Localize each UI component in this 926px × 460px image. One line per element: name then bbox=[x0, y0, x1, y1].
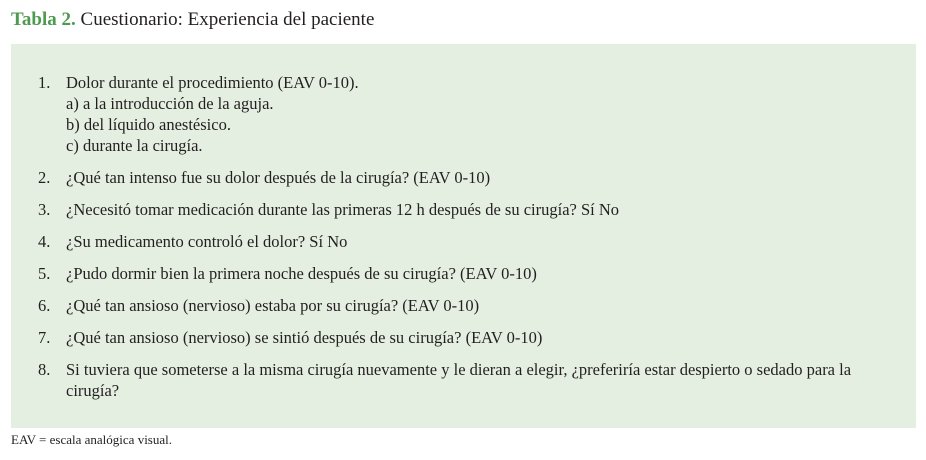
table-caption bbox=[11, 8, 374, 32]
question-number: 6. bbox=[38, 296, 51, 315]
question-number: 4. bbox=[38, 232, 51, 251]
question-number: 2. bbox=[38, 168, 51, 187]
question-text: ¿Su medicamento controló el dolor? Sí No bbox=[66, 232, 348, 251]
question-list bbox=[11, 72, 916, 401]
table-title: Cuestionario: Experiencia del paciente bbox=[80, 9, 375, 30]
question-item bbox=[11, 359, 916, 401]
question-item bbox=[11, 263, 916, 284]
question-text: ¿Qué tan intenso fue su dolor después de la cirugía? (EAV 0-10) bbox=[66, 168, 491, 187]
question-text: ¿Qué tan ansioso (nervioso) estaba por su cirugía? (EAV 0-10) bbox=[66, 296, 480, 315]
question-number: 8. bbox=[38, 360, 51, 379]
question-text: ¿Qué tan ansioso (nervioso) se sintió después de su cirugía? (EAV 0-10) bbox=[66, 328, 543, 347]
question-number: 5. bbox=[38, 264, 51, 283]
question-subitem: a) a la introducción de la aguja. bbox=[66, 94, 274, 113]
question-item bbox=[11, 72, 916, 156]
question-number: 7. bbox=[38, 328, 51, 347]
table-footnote: EAV = escala analógica visual. bbox=[11, 432, 172, 447]
question-text: ¿Pudo dormir bien la primera noche después de su cirugía? (EAV 0-10) bbox=[66, 264, 537, 283]
question-item bbox=[11, 231, 916, 252]
question-text: Si tuviera que someterse a la misma cirugía nuevamente y le dieran a elegir, ¿preferiría estar despierto o sedado para la cirugía? bbox=[66, 360, 852, 400]
question-subitem: c) durante la cirugía. bbox=[66, 136, 203, 155]
question-item bbox=[11, 327, 916, 348]
question-item bbox=[11, 295, 916, 316]
question-number: 3. bbox=[38, 200, 51, 219]
question-subitem: b) del líquido anestésico. bbox=[66, 115, 231, 134]
question-text: Dolor durante el procedimiento (EAV 0-10). bbox=[66, 73, 359, 92]
question-text: ¿Necesitó tomar medicación durante las primeras 12 h después de su cirugía? Sí No bbox=[66, 200, 620, 219]
question-number: 1. bbox=[38, 73, 51, 92]
questionnaire-panel bbox=[11, 44, 916, 428]
table-label: Tabla 2. bbox=[11, 9, 76, 30]
question-item bbox=[11, 167, 916, 188]
question-item bbox=[11, 199, 916, 220]
